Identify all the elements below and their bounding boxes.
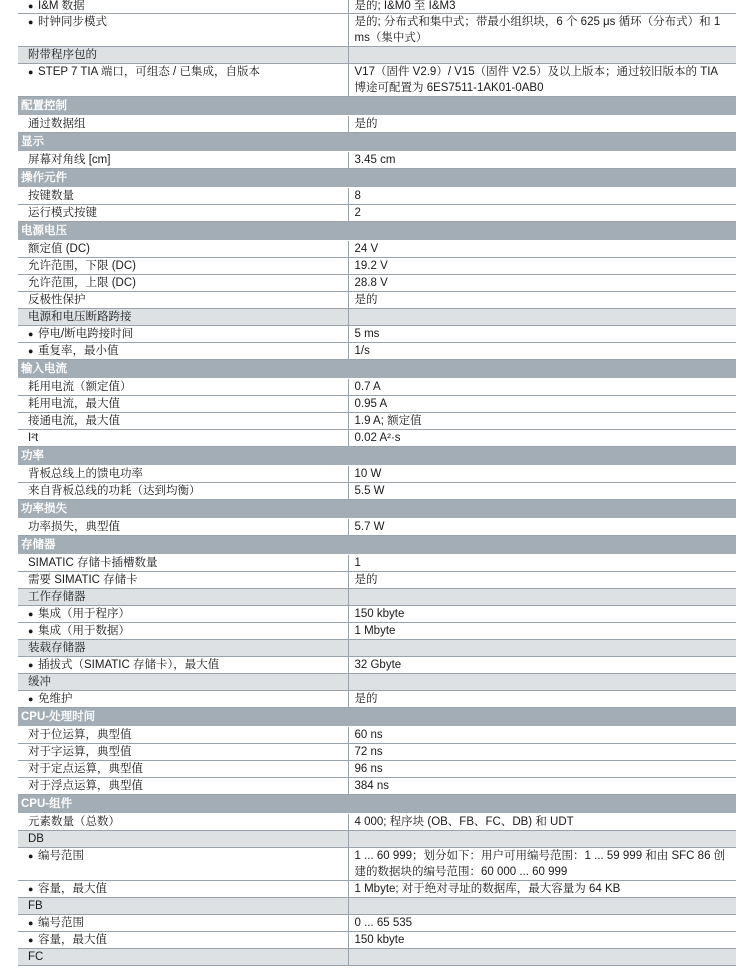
spec-key — [18, 932, 348, 949]
section-header — [18, 536, 736, 555]
spec-value: 5 ms — [348, 326, 736, 343]
spec-value: 是的 — [348, 572, 736, 589]
spec-key-label: FB — [28, 900, 43, 912]
section-header — [18, 708, 736, 727]
spec-row — [18, 396, 736, 413]
spec-value: 150 kbyte — [348, 606, 736, 623]
spec-row — [18, 379, 736, 396]
spec-key-label: I&M 数据 — [38, 0, 85, 12]
spec-key — [18, 915, 348, 932]
spec-row — [18, 258, 736, 275]
spec-key-label: 时钟同步模式 — [38, 16, 107, 28]
spec-key — [18, 555, 348, 572]
spec-key-label: STEP 7 TIA 端口，可组态 / 已集成，自版本 — [38, 66, 260, 78]
spec-value: 0.7 A — [348, 379, 736, 396]
spec-key — [18, 881, 348, 898]
spec-value: 3.45 cm — [348, 152, 736, 169]
bullet-dot-icon: ● — [28, 694, 34, 704]
spec-key — [18, 606, 348, 623]
spec-value: 96 ns — [348, 761, 736, 778]
spec-row — [18, 275, 736, 292]
spec-key — [18, 657, 348, 674]
spec-value: 10 W — [348, 466, 736, 483]
spec-value: 1 — [348, 555, 736, 572]
spec-value: 4 000; 程序块 (OB、FB、FC、DB) 和 UDT — [348, 814, 736, 831]
section-header — [18, 222, 736, 241]
section-title: 显示 — [18, 133, 736, 152]
spec-row — [18, 727, 736, 744]
spec-key-label: 耗用电流，最大值 — [28, 398, 120, 410]
section-header — [18, 169, 736, 188]
spec-key — [18, 258, 348, 275]
spec-key — [18, 430, 348, 447]
section-header — [18, 500, 736, 519]
section-header — [18, 360, 736, 379]
section-title: 输入电流 — [18, 360, 736, 379]
spec-key-label: 接通电流，最大值 — [28, 415, 120, 427]
spec-key-label: SIMATIC 存储卡插槽数量 — [28, 557, 158, 569]
spec-value — [348, 898, 736, 915]
spec-key-label: 对于定点运算，典型值 — [28, 763, 143, 775]
spec-value: 72 ns — [348, 744, 736, 761]
spec-value: 1 Mbyte — [348, 623, 736, 640]
subgroup-row — [18, 309, 736, 326]
bullet-dot-icon: ● — [28, 884, 34, 894]
spec-value: 32 Gbyte — [348, 657, 736, 674]
spec-key — [18, 572, 348, 589]
spec-key-label: 来自背板总线的功耗（达到均衡） — [28, 485, 201, 497]
spec-value: 8 — [348, 188, 736, 205]
spec-key-label: 编号范围 — [38, 917, 84, 929]
spec-row — [18, 152, 736, 169]
spec-row — [18, 14, 736, 47]
subgroup-row — [18, 640, 736, 657]
spec-key — [18, 152, 348, 169]
spec-row — [18, 778, 736, 795]
spec-row — [18, 915, 736, 932]
spec-value — [348, 589, 736, 606]
spec-key-label: 通过数据组 — [28, 118, 86, 130]
spec-key-label: FC — [28, 951, 44, 963]
spec-value: 1.9 A; 额定值 — [348, 413, 736, 430]
bullet-dot-icon: ● — [28, 851, 34, 861]
bullet-dot-icon: ● — [28, 935, 34, 945]
section-title: CPU-处理时间 — [18, 708, 736, 727]
spec-row — [18, 64, 736, 97]
spec-row — [18, 116, 736, 133]
spec-row — [18, 188, 736, 205]
spec-key-label: 工作存储器 — [28, 591, 86, 603]
bullet-dot-icon: ● — [28, 626, 34, 636]
section-header — [18, 447, 736, 466]
bullet-dot-icon: ● — [28, 17, 34, 27]
spec-row — [18, 606, 736, 623]
spec-key — [18, 14, 348, 47]
spec-row — [18, 466, 736, 483]
spec-value — [348, 949, 736, 966]
section-header — [18, 133, 736, 152]
spec-value: 0.02 A²·s — [348, 430, 736, 447]
spec-value: 是的 — [348, 116, 736, 133]
spec-key-label: 额定值 (DC) — [28, 243, 90, 255]
spec-value: 60 ns — [348, 727, 736, 744]
bullet-dot-icon: ● — [28, 660, 34, 670]
spec-row — [18, 623, 736, 640]
spec-row — [18, 413, 736, 430]
spec-key-label: I²t — [28, 432, 39, 444]
spec-key-label: 编号范围 — [38, 850, 84, 862]
spec-key — [18, 0, 348, 14]
spec-key-label: 允许范围，上限 (DC) — [28, 277, 136, 289]
spec-row — [18, 555, 736, 572]
spec-key — [18, 589, 348, 606]
spec-row — [18, 430, 736, 447]
section-title: 配置控制 — [18, 97, 736, 116]
section-title: 电源电压 — [18, 222, 736, 241]
subgroup-row — [18, 831, 736, 848]
spec-key — [18, 814, 348, 831]
spec-value — [348, 674, 736, 691]
spec-key — [18, 188, 348, 205]
spec-key-label: 缓冲 — [28, 676, 51, 688]
section-title: CPU-组件 — [18, 795, 736, 814]
spec-key — [18, 623, 348, 640]
subgroup-row — [18, 898, 736, 915]
spec-value: 1 ... 60 999；划分如下：用户可用编号范围：1 ... 59 999 和由 SFC 86 创建的数据块的编号范围：60 000 ... 60 999 — [348, 848, 736, 881]
spec-row — [18, 761, 736, 778]
spec-row — [18, 881, 736, 898]
spec-key-label: 集成（用于程序） — [38, 608, 130, 620]
spec-key-label: 重复率，最小值 — [38, 345, 119, 357]
spec-key — [18, 47, 348, 64]
spec-value — [348, 47, 736, 64]
spec-value — [348, 309, 736, 326]
spec-key-label: 停电/断电跨接时间 — [38, 328, 134, 340]
spec-key-label: 元素数量（总数） — [28, 816, 120, 828]
spec-row — [18, 326, 736, 343]
spec-key-label: 运行模式按键 — [28, 207, 97, 219]
spec-value: 28.8 V — [348, 275, 736, 292]
spec-key-label: 电源和电压断路跨接 — [28, 311, 132, 323]
spec-value: 384 ns — [348, 778, 736, 795]
spec-key — [18, 241, 348, 258]
spec-row — [18, 483, 736, 500]
spec-key — [18, 949, 348, 966]
spec-row — [18, 572, 736, 589]
section-header — [18, 795, 736, 814]
spec-key — [18, 309, 348, 326]
spec-value: 是的 — [348, 691, 736, 708]
spec-value — [348, 831, 736, 848]
spec-key-label: 附带程序包的 — [28, 49, 97, 61]
spec-key-label: 容量，最大值 — [38, 934, 107, 946]
spec-key — [18, 275, 348, 292]
spec-value: 1/s — [348, 343, 736, 360]
spec-value: 是的; 分布式和集中式；带最小组织块，6 个 625 μs 循环（分布式）和 1 ms（集中式） — [348, 14, 736, 47]
spec-value: 0.95 A — [348, 396, 736, 413]
spec-key-label: 耗用电流（额定值） — [28, 381, 132, 393]
section-title: 存储器 — [18, 536, 736, 555]
spec-row — [18, 932, 736, 949]
spec-value: 5.5 W — [348, 483, 736, 500]
spec-row — [18, 814, 736, 831]
spec-row — [18, 0, 736, 14]
spec-key — [18, 396, 348, 413]
spec-key — [18, 343, 348, 360]
spec-key — [18, 831, 348, 848]
spec-key — [18, 744, 348, 761]
spec-key — [18, 379, 348, 396]
spec-key — [18, 483, 348, 500]
spec-row — [18, 292, 736, 309]
spec-row — [18, 657, 736, 674]
section-header — [18, 97, 736, 116]
subgroup-row — [18, 674, 736, 691]
spec-key — [18, 761, 348, 778]
spec-key — [18, 466, 348, 483]
spec-key-label: 集成（用于数据） — [38, 625, 130, 637]
spec-value: 是的; I&M0 至 I&M3 — [348, 0, 736, 14]
spec-key — [18, 413, 348, 430]
spec-row — [18, 241, 736, 258]
spec-value: 24 V — [348, 241, 736, 258]
spec-key-label: 对于位运算，典型值 — [28, 729, 132, 741]
section-title: 功率 — [18, 447, 736, 466]
spec-value: 5.7 W — [348, 519, 736, 536]
bullet-dot-icon: ● — [28, 346, 34, 356]
spec-value: 1 Mbyte; 对于绝对寻址的数据库，最大容量为 64 KB — [348, 881, 736, 898]
spec-key — [18, 674, 348, 691]
spec-key — [18, 519, 348, 536]
spec-key — [18, 64, 348, 97]
subgroup-row — [18, 949, 736, 966]
spec-key — [18, 640, 348, 657]
spec-value — [348, 640, 736, 657]
spec-key-label: 插拔式（SIMATIC 存储卡），最大值 — [38, 659, 220, 671]
spec-key — [18, 727, 348, 744]
spec-key-label: 免维护 — [38, 693, 73, 705]
spec-key-label: DB — [28, 833, 44, 845]
spec-key-label: 屏幕对角线 [cm] — [28, 154, 111, 166]
spec-key — [18, 778, 348, 795]
spec-row — [18, 343, 736, 360]
spec-value: 150 kbyte — [348, 932, 736, 949]
section-title: 功率损失 — [18, 500, 736, 519]
subgroup-row — [18, 47, 736, 64]
spec-row — [18, 848, 736, 881]
bullet-dot-icon: ● — [28, 918, 34, 928]
spec-table-body — [18, 0, 736, 966]
bullet-dot-icon: ● — [28, 329, 34, 339]
spec-table — [18, 0, 736, 966]
spec-key — [18, 898, 348, 915]
spec-key-label: 功率损失，典型值 — [28, 521, 120, 533]
spec-key-label: 对于浮点运算，典型值 — [28, 780, 143, 792]
subgroup-row — [18, 589, 736, 606]
bullet-dot-icon: ● — [28, 609, 34, 619]
spec-key — [18, 691, 348, 708]
spec-row — [18, 205, 736, 222]
bullet-dot-icon: ● — [28, 67, 34, 77]
spec-value: 19.2 V — [348, 258, 736, 275]
spec-key — [18, 205, 348, 222]
section-title: 操作元件 — [18, 169, 736, 188]
spec-value: V17（固件 V2.9）/ V15（固件 V2.5）及以上版本；通过较旧版本的 TIA 博途可配置为 6ES7511-1AK01-0AB0 — [348, 64, 736, 97]
spec-row — [18, 519, 736, 536]
spec-key-label: 按键数量 — [28, 190, 74, 202]
spec-key — [18, 848, 348, 881]
spec-value: 0 ... 65 535 — [348, 915, 736, 932]
spec-key — [18, 116, 348, 133]
spec-key — [18, 292, 348, 309]
spec-key-label: 反极性保护 — [28, 294, 86, 306]
spec-row — [18, 744, 736, 761]
spec-key-label: 背板总线上的馈电功率 — [28, 468, 143, 480]
spec-value: 2 — [348, 205, 736, 222]
spec-key-label: 对于字运算，典型值 — [28, 746, 132, 758]
bullet-dot-icon: ● — [28, 1, 34, 11]
spec-key-label: 允许范围，下限 (DC) — [28, 260, 136, 272]
spec-value: 是的 — [348, 292, 736, 309]
spec-key-label: 容量，最大值 — [38, 883, 107, 895]
spec-row — [18, 691, 736, 708]
spec-key-label: 装载存储器 — [28, 642, 86, 654]
spec-key — [18, 326, 348, 343]
spec-key-label: 需要 SIMATIC 存储卡 — [28, 574, 138, 586]
